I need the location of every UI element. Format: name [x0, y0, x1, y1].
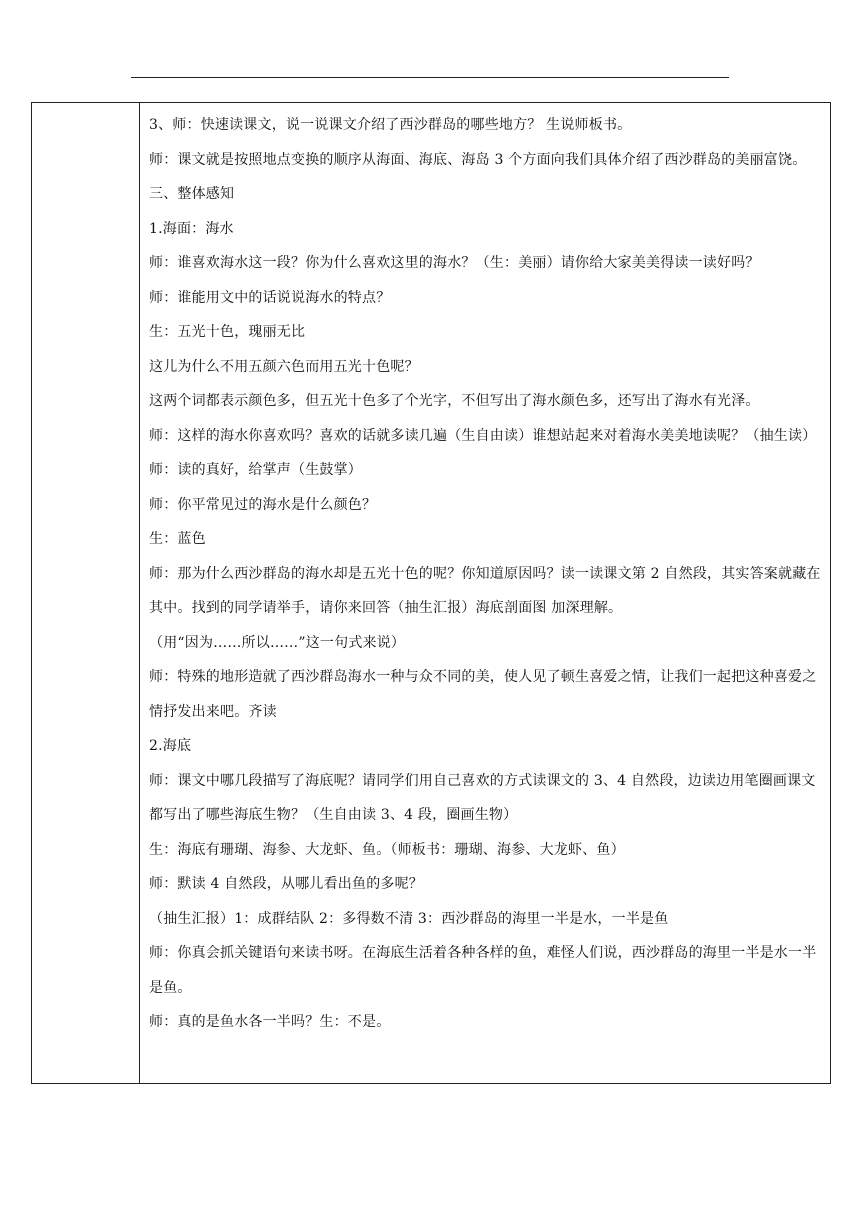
- paragraph: 师：谁喜欢海水这一段？你为什么喜欢这里的海水？（生：美丽）请你给大家美美得读一读好吗？: [149, 255, 760, 271]
- paragraph: 这两个词都表示颜色多，但五光十色多了个光字，不但写出了海水颜色多，还写出了海水有光泽。: [149, 393, 760, 409]
- paragraph: 3、师：快速读课文，说一说课文介绍了西沙群岛的哪些地方？ 生说师板书。: [149, 117, 632, 133]
- paragraph: 生：五光十色，瑰丽无比: [149, 324, 306, 340]
- paragraph: 师：读的真好，给掌声（生鼓掌）: [149, 462, 362, 478]
- paragraph: 师：你真会抓关键语句来读书呀。在海底生活着各种各样的鱼，难怪人们说，西沙群岛的海里一半是水一半是鱼。: [149, 945, 817, 996]
- paragraph: 师：这样的海水你喜欢吗？喜欢的话就多读几遍（生自由读）谁想站起来对着海水美美地读呢？（抽生读）: [149, 427, 817, 444]
- header-rule: [131, 77, 729, 78]
- paragraph: 师：你平常见过的海水是什么颜色？: [149, 496, 377, 513]
- table-left-cell: [32, 103, 140, 1083]
- section-heading: 三、整体感知: [149, 186, 235, 202]
- paragraph: （用“因为……所以……”这一句式来说）: [149, 634, 406, 651]
- paragraph: 师：课文中哪几段描写了海底呢？请同学们用自己喜欢的方式读课文的 3、4 自然段，边读边用笔圈画课文都写出了哪些海底生物？（生自由读 3、4 段，圈画生物）: [149, 772, 816, 823]
- subsection-heading: 1.海面：海水: [149, 220, 234, 237]
- paragraph: 这儿为什么不用五颜六色而用五光十色呢？: [149, 358, 419, 375]
- paragraph: 师：谁能用文中的话说说海水的特点？: [149, 289, 391, 306]
- paragraph: 师：默读 4 自然段，从哪儿看出鱼的多呢？: [149, 876, 424, 892]
- lesson-table: [31, 102, 831, 1084]
- paragraph: 师：真的是鱼水各一半吗？生：不是。: [149, 1014, 391, 1030]
- paragraph: 生：海底有珊瑚、海参、大龙虾、鱼。（师板书：珊瑚、海参、大龙虾、鱼）: [149, 841, 625, 858]
- paragraph: 师：特殊的地形造就了西沙群岛海水一种与众不同的美，使人见了顿生喜爱之情，让我们一起把这种喜爱之情抒发出来吧。齐读: [149, 669, 817, 720]
- paragraph: 生：蓝色: [149, 531, 206, 547]
- paragraph: 师：那为什么西沙群岛的海水却是五光十色的呢？你知道原因吗？读一读课文第 2 自然段，其实答案就藏在其中。找到的同学请举手，请你来回答（抽生汇报）海底剖面图 加深理解。: [149, 565, 821, 616]
- subsection-heading: 2.海底: [149, 738, 192, 754]
- table-content-cell: [140, 103, 830, 1083]
- paragraph: 师：课文就是按照地点变换的顺序从海面、海底、海岛 3 个方面向我们具体介绍了西沙群岛的美丽富饶。: [149, 151, 807, 168]
- paragraph: （抽生汇报）1：成群结队 2：多得数不清 3：西沙群岛的海里一半是水，一半是鱼: [149, 910, 669, 927]
